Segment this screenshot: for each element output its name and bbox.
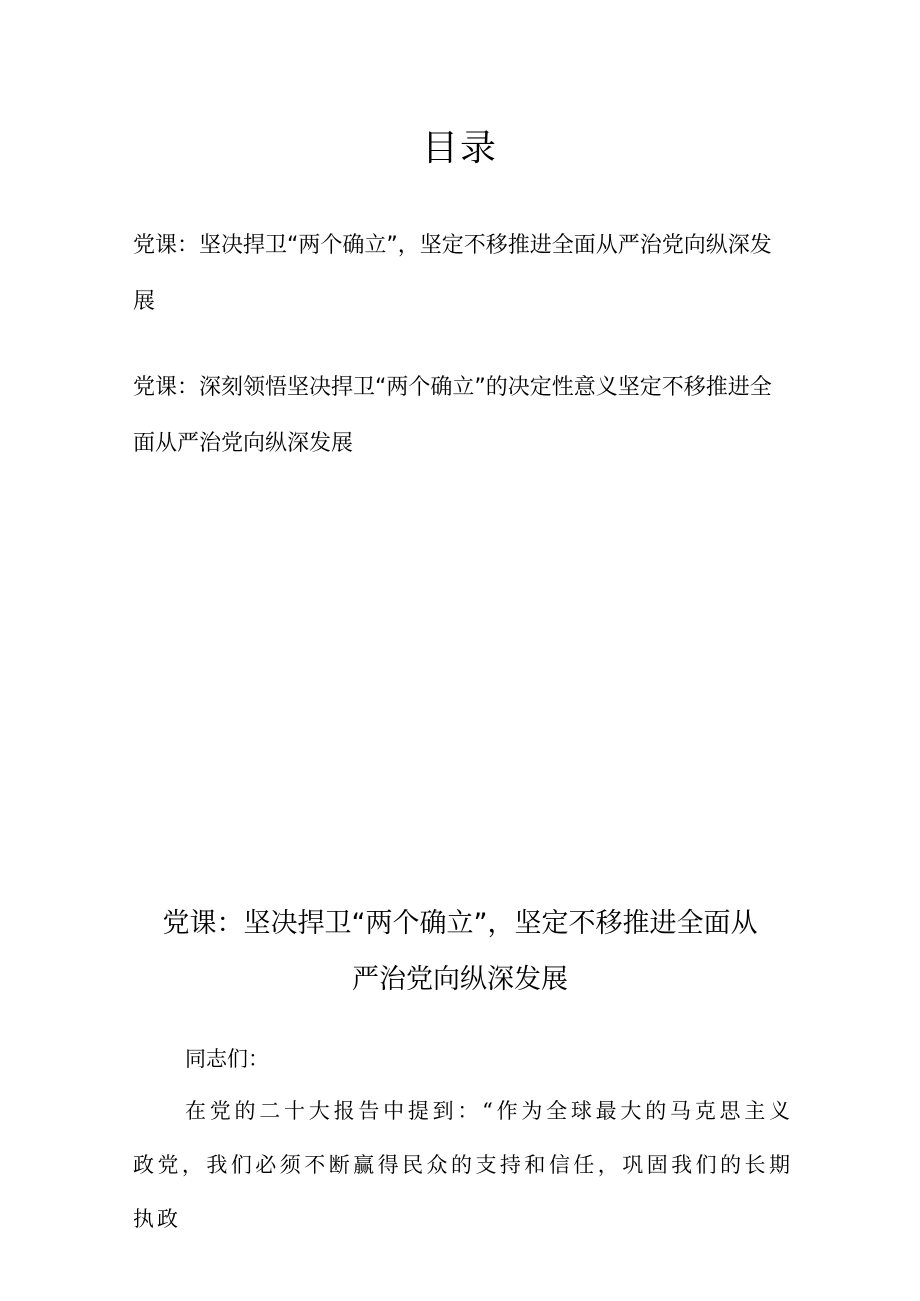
article-salutation: 同志们： [185,1047,269,1071]
toc-title: 目录 [421,128,498,169]
toc-entry-1[interactable]: 党课：坚决捍卫“两个确立”，坚定不移推进全面从严治党向纵深发展 [133,233,772,314]
article-paragraph: 在党的二十大报告中提到：“作为全球最大的马克思主义政党，我们必须不断赢得民众的支持和信任，巩固我们的长期执政 [133,1099,793,1231]
toc-entry-2[interactable]: 党课：深刻领悟坚决捍卫“两个确立”的决定性意义坚定不移推进全面从严治党向纵深发展 [133,375,772,456]
article-title: 党课：坚决捍卫“两个确立”，坚定不移推进全面从严治党向纵深发展 [162,908,758,995]
